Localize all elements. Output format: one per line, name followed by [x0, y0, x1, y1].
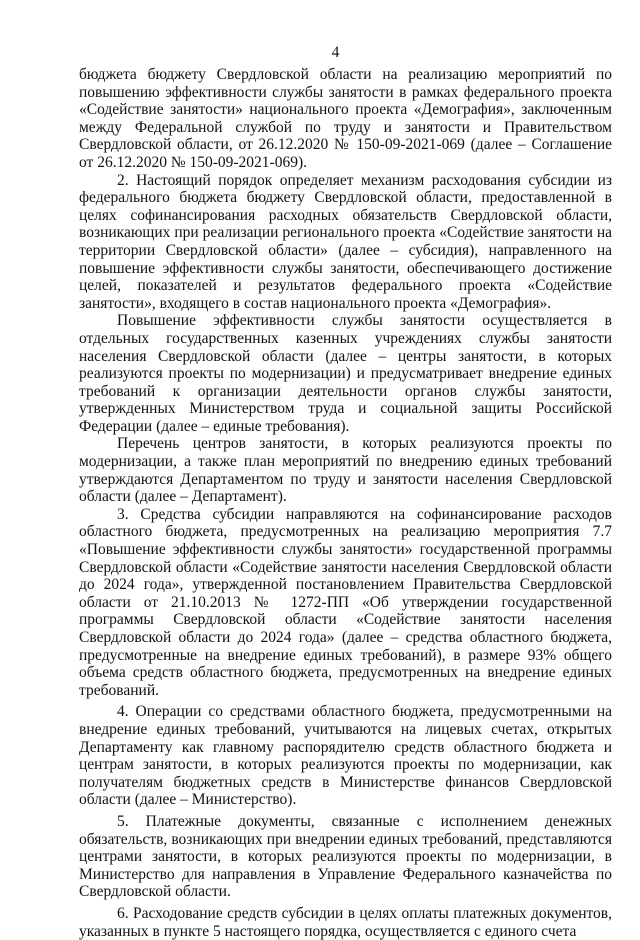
paragraph-efficiency: Повышение эффективности службы занятости осуществляется в отдельных государственных казенных учреждениях службы занятости населения Свердловской области (далее – центры занятости, в которых реализуются проекты по модернизации) и предусматривает внедрение единых требований к организации деятельности органов службы занятости, утвержденных Министерством труда и социальной защиты Российской Федерации (далее – единые требования). — [79, 312, 612, 435]
paragraph-item-4: 4. Операции со средствами областного бюджета, предусмотренными на внедрение единых требований, учитываются на лицевых счетах, открытых Департаменту как главному распорядителю средств областного бюджета и центрам занятости, в которых реализуются проекты по модернизации, как получателям бюджетных средств в Министерстве финансов Свердловской области (далее – Министерство). — [79, 703, 612, 809]
paragraph-item-6: 6. Расходование средств субсидии в целях оплаты платежных документов, указанных в пункте 5 настоящего порядка, осуществляется с единого счета — [79, 904, 612, 940]
paragraph-item-2: 2. Настоящий порядок определяет механизм расходования субсидии из федерального бюджета бюджету Свердловской области, предоставленной в целях софинансирования расходных обязательств Свердловской области, возникающих при реализации регионального проекта «Содействие занятости на территории Свердловской области» (далее – субсидия), направленного на повышение эффективности службы занятости, обеспечивающего достижение целей, показателей и результатов федерального проекта «Содействие занятости», входящего в состав национального проекта «Демография». — [79, 171, 612, 312]
paragraph-continuation: бюджета бюджету Свердловской области на реализацию мероприятий по повышению эффективности службы занятости в рамках федерального проекта «Содействие занятости» национального проекта «Демография», заключенным между Федеральной службой по труду и занятости и Правительством Свердловской области, от 26.12.2020 № 150-09-2021-069 (далее – Соглашение от 26.12.2020 № 150-09-2021-069). — [79, 66, 612, 171]
paragraph-item-5: 5. Платежные документы, связанные с исполнением денежных обязательств, возникающих при внедрении единых требований, представляются центрами занятости, в которых реализуются проекты по модернизации, в Министерство для направления в Управление Федерального казначейства по Свердловской области. — [79, 812, 612, 901]
page-number: 4 — [331, 44, 340, 61]
document-body — [79, 66, 612, 940]
paragraph-centers-list: Перечень центров занятости, в которых реализуются проекты по модернизации, а также план мероприятий по внедрению единых требований утверждаются Департаментом по труду и занятости населения Свердловской области (далее – Департамент). — [79, 435, 612, 506]
paragraph-item-3: 3. Средства субсидии направляются на софинансирование расходов областного бюджета, предусмотренных на реализацию мероприятия 7.7 «Повышение эффективности службы занятости» государственной программы Свердловской области «Содействие занятости населения Свердловской области до 2024 года», утвержденной постановлением Правительства Свердловской области от 21.10.2013 № 1272-ПП «Об утверждении государственной программы Свердловской области «Содействие занятости населения Свердловской области до 2024 года» (далее – средства областного бюджета, предусмотренные на внедрение единых требований), в размере 93% общего объема средств областного бюджета, предусмотренных на внедрение единых требований. — [79, 505, 612, 699]
